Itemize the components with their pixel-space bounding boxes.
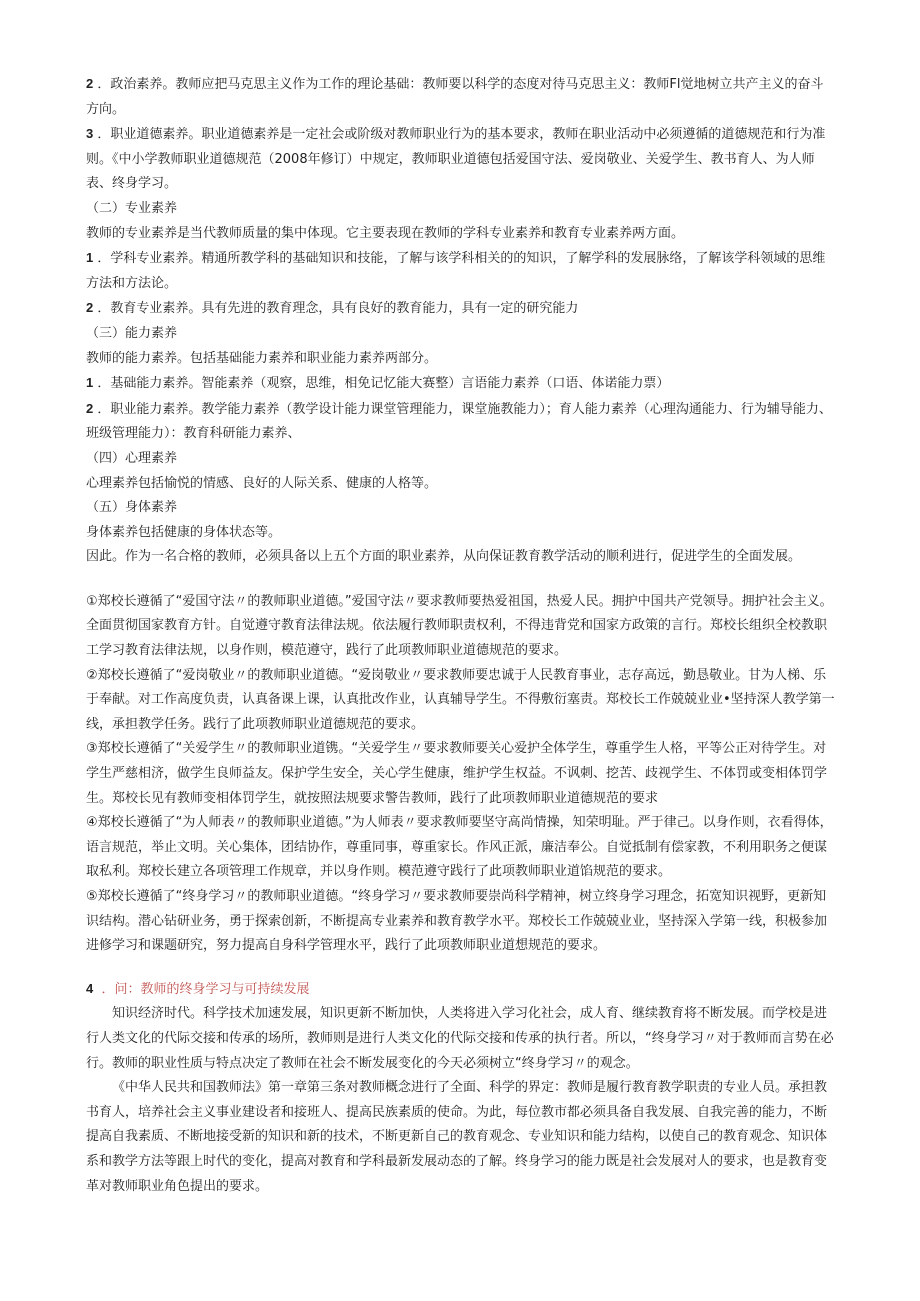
paragraph-text: ．职业道德素养。职业道德素养是一定社会或阶级对教师职业行为的基本要求，教师在职业活动中必须遵循的道德规范和行为准则。《中小学教师职业道德规范（2008年修订）中规定，教师职业道德包括爱国守法、爱岗敬业、关爱学生、教书育人、为人师表、终身学习。 [86, 127, 826, 192]
analysis-item-3: ③郑校长遵循了“关爱学生〃的教师职业道镌。“关爱学生〃要求教师要关心爱护全体学生，尊重学生人格，平等公正对待学生。对学生严慈相济，做学生良师益友。保护学生安全，关心学生健康，维护学生权益。不讽刺、挖苦、歧视学生、不体罚或变相体罚学生。郑校长见有教师变相体罚学生，就按照法规要求警告教师，践行了此项教师职业道德规范的要求 [86, 741, 828, 806]
paragraph-lifelong-learning-1: 知识经济时代。科学技术加速发展，知识更新不断加快，人类将进入学习化社会，成人育、继续教育将不断发展。而学校是进行人类文化的代际交接和传承的场所，教师则是进行人类文化的代际交接和传承的执行者。所以，“终身学习〃对于教师而言势在必行。教师的职业性质与特点决定了教师在社会不断发展变化的今天必须树立“终身学习〃的观念。 [86, 1006, 834, 1071]
section-heading-ability: （三）能力素养 [86, 325, 178, 341]
analysis-item-2: ②郑校长遵循了“爱岗敬业〃的教师职业道德。“爱岗敬业〃要求教师要忠诚于人民教育事业，志存高远，勤恳敬业。甘为人梯、乐于奉献。对工作高度负责，认真备课上课，认真批改作业，认真辅导学生。不得敷衍塞责。郑校长工作兢兢业业•坚持深人教学第一线，承担教学任务。践行了此项教师职业道德规范的要求。 [86, 667, 835, 732]
item-number: 2 [86, 76, 94, 91]
question-number: 4 [86, 980, 94, 996]
item-number: 3 [86, 126, 94, 142]
paragraph-conclusion: 因此。作为一名合格的教师，必须具备以上五个方面的职业素养，从向保证教育教学活动的顺利进行，促进学生的全面发展。 [86, 549, 802, 565]
spacer [86, 959, 836, 977]
paragraph-ability-intro: 教师的能力素养。包括基础能力素养和职业能力素养两部分。 [86, 350, 438, 366]
document-page [86, 72, 836, 1199]
paragraph-psychological: 心理素养包括愉悦的情感、良好的人际关系、健康的人格等。 [86, 475, 438, 491]
paragraph-text: ．政治素养。教师应把马克思主义作为工作的理论基础：教师要以科学的态度对待马克思主义：教师Fl觉地树立共产主义的奋斗方向。 [86, 77, 824, 117]
analysis-item-5: ⑤郑校长遵循了“终身学习〃的教师职业道德。“终身学习〃要求教师要崇尚科学精神，树立终身学习理念，拓宽知识视野，更新知识结构。潜心钻研业务，勇于探索创新，不断提高专业素养和教育教学水平。郑校长工作兢兢业业，坚持深入学第一线，积极参加进修学习和课题研究，努力提高自身科学管理水平，践行了此项教师职业道想规范的要求。 [86, 889, 828, 954]
item-number: 2 [86, 300, 94, 316]
spacer [86, 570, 836, 590]
section-heading-psychological: （四）心理素养 [86, 450, 178, 466]
paragraph-text: ．职业能力素养。教学能力素养（教学设计能力课堂管理能力，课堂施教能力）；育人能力素养（心理沟通能力、行为辅导能力、班级管理能力）：教育科研能力素养、 [86, 401, 832, 442]
section-heading-professional: （二）专业素养 [86, 200, 178, 216]
item-number: 1 [86, 250, 94, 266]
paragraph-subject-literacy [86, 246, 836, 296]
paragraph-lifelong-learning-2: 《中华人民共和国教师法》第一章第三条对教师概念进行了全面、科学的界定：教师是履行教育教学职责的专业人员。承担教书育人，培养社会主义事业建设者和接班人、提高民族素质的使命。为此，每位教市都必须具备自我发展、自我完善的能力，不断提高自我素质、不断地接受新的知识和新的技术，不断更新自己的教育观念、专业知识和能力结构，以使自己的教育观念、知识体系和教学方法等跟上时代的变化，提高对教育和学科最新发展动态的了解。终身学习的能力既是社会发展对人的要求，也是教育变革对教师职业角色提出的要求。 [86, 1080, 828, 1194]
paragraph-text: ．教育专业素养。具有先进的教育理念，具有良好的教育能力，具有一定的研究能力 [93, 301, 579, 317]
paragraph-political-literacy [86, 72, 836, 122]
item-number: 2 [86, 400, 94, 416]
question-title: ．问：教师的终身学习与可持续发展 [101, 981, 310, 997]
analysis-item-1: ①郑校长遵循了“爱国守法〃的教师职业道德。”爱国守法〃要求教师要热爱祖国，热爱人民。拥护中国共产党领导。拥护社会主义。全面贯彻国家教育方针。自觉遵守教育法律法规。依法履行教师职责权利，不得违背党和国家方政策的言行。郑校长组织全校教职工学习教育法律法规，以身作则，模范遵守，践行了此项教师职业道德规范的要求。 [86, 593, 833, 659]
paragraph-physical: 身体素养包括健康的身体状态等。 [86, 524, 282, 540]
section-heading-physical: （五）身体素养 [86, 500, 178, 516]
paragraph-education-literacy [86, 296, 836, 322]
paragraph-professional-intro: 教师的专业素养是当代教师质量的集中体现。它主要表现在教师的学科专业素养和教育专业素养两方面。 [86, 225, 685, 241]
paragraph-ethics-literacy [86, 122, 836, 197]
item-number: 1 [86, 375, 94, 391]
paragraph-text: ．学科专业素养。精通所教学科的基础知识和技能，了解与该学科相关的的知识，了解学科的发展脉络，了解该学科领域的思维方法和方法论。 [86, 251, 826, 291]
paragraph-basic-ability [86, 371, 836, 397]
paragraph-vocational-ability [86, 397, 836, 447]
question-heading [86, 977, 836, 1003]
analysis-item-4: ④郑校长遵循了“为人师表〃的教师职业道德。”为人师表〃要求教师要坚守高尚情操，知荣明耻。严于律己。以身作则，衣看得体，语言规范，举止文明。关心集体，团结协作，尊重同事，尊重家长。作风正派，廉洁奉公。自觉抵制有偿家教，不利用职务之便谋取私利。郑校长建立各项管理工作规章，并以身作则。模范遵守践行了此项教师职业道馅规范的要求。 [86, 815, 833, 880]
paragraph-text: ．基础能力素养。智能素养（观察，思维，相免记忆能大赛整）言语能力素养（口语、体诺能力票） [93, 376, 670, 392]
